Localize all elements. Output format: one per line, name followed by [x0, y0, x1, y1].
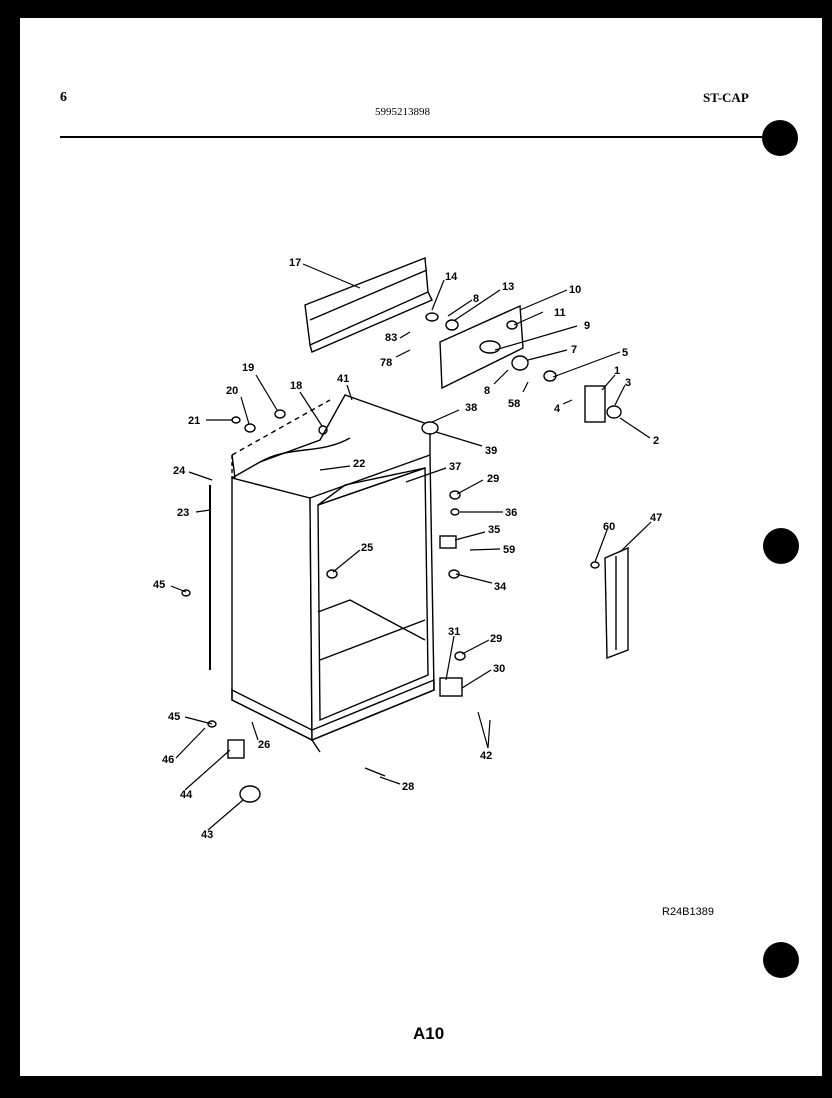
document-code: 5995213898 — [375, 106, 430, 118]
callout-46: 46 — [162, 754, 175, 766]
callout-8: 8 — [473, 293, 480, 305]
reference-code: R24B1389 — [662, 906, 714, 918]
model-code: ST-CAP — [703, 90, 749, 105]
callout-34: 34 — [494, 581, 507, 593]
callout-8b: 8 — [484, 385, 491, 397]
callout-18: 18 — [290, 380, 303, 392]
page-id: A10 — [413, 1024, 445, 1043]
callout-45: 45 — [153, 579, 166, 591]
callout-21: 21 — [188, 415, 201, 427]
callout-13: 13 — [502, 281, 515, 293]
callout-78: 78 — [380, 357, 393, 369]
callout-59: 59 — [503, 544, 516, 556]
callout-5: 5 — [622, 347, 629, 359]
callout-11: 11 — [554, 307, 566, 319]
callout-19: 19 — [242, 362, 255, 374]
callout-58: 58 — [508, 398, 521, 410]
callout-43: 43 — [201, 829, 214, 841]
callout-29: 29 — [487, 473, 500, 485]
callout-26: 26 — [258, 739, 271, 751]
callout-39: 39 — [485, 445, 498, 457]
callout-35: 35 — [488, 524, 501, 536]
callout-2: 2 — [653, 435, 660, 447]
callout-30: 30 — [493, 663, 506, 675]
callout-22: 22 — [353, 458, 366, 470]
callout-17: 17 — [289, 257, 302, 269]
callout-42: 42 — [480, 750, 493, 762]
callout-45b: 45 — [168, 711, 181, 723]
binder-hole-bottom — [763, 942, 799, 978]
callout-3: 3 — [625, 377, 632, 389]
callout-36: 36 — [505, 507, 518, 519]
callout-7: 7 — [571, 344, 578, 356]
callout-28: 28 — [402, 781, 415, 793]
callout-47: 47 — [650, 512, 663, 524]
part-cabinet-shell — [232, 478, 312, 740]
callout-60: 60 — [603, 521, 616, 533]
callout-41: 41 — [337, 373, 350, 385]
binder-hole-middle — [763, 528, 799, 564]
binder-hole-top — [762, 120, 798, 156]
callout-4: 4 — [554, 403, 561, 415]
callout-14: 14 — [445, 271, 458, 283]
callout-9: 9 — [584, 320, 591, 332]
callout-44: 44 — [180, 789, 193, 801]
page-number: 6 — [60, 90, 67, 105]
callout-24: 24 — [173, 465, 186, 477]
callout-29b: 29 — [490, 633, 503, 645]
callout-23: 23 — [177, 507, 190, 519]
callout-38: 38 — [465, 402, 478, 414]
callout-37: 37 — [449, 461, 462, 473]
callout-25: 25 — [361, 542, 374, 554]
callout-83: 83 — [385, 332, 398, 344]
callout-31: 31 — [448, 626, 461, 638]
callout-1: 1 — [614, 365, 621, 377]
callout-20: 20 — [226, 385, 239, 397]
callout-10: 10 — [569, 284, 582, 296]
